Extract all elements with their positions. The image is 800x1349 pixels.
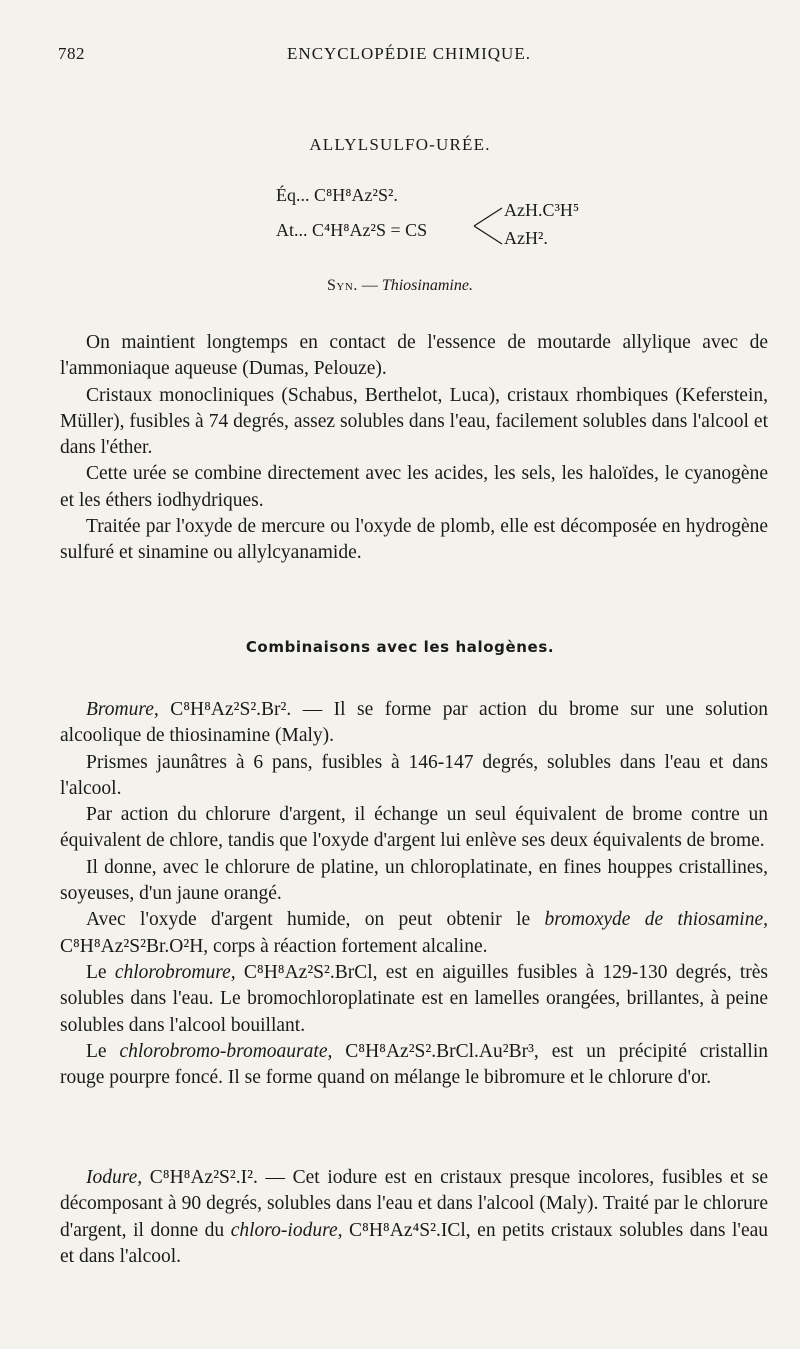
branch-lines bbox=[468, 200, 508, 252]
bromure-paragraph-2: Prismes jaunâtres à 6 pans, fusibles à 146-147 degrés, solubles dans l'eau et dans l'alcool. bbox=[60, 751, 768, 799]
synonym-name: Thiosinamine. bbox=[381, 277, 473, 294]
branch-bottom: AzH². bbox=[504, 228, 548, 248]
bromoxyde-desc: C⁸H⁸Az²S²Br.O²H, corps à réaction fortement alcaline. bbox=[60, 935, 488, 957]
bromoxyde-intro: Avec l'oxyde d'argent humide, on peut obtenir le bbox=[86, 909, 531, 931]
iodure-name: Iodure, bbox=[86, 1167, 143, 1188]
iodure-desc: C⁸H⁸Az²S².I². — Cet iodure est en cristaux presque incolores, fusibles et se décomposant à 90 degrés, solubles dans l'eau et dans l'alcool (Maly). Traité par le chlorure d'argent, il donne du bbox=[60, 1167, 768, 1241]
branch-top: AzH.C³H⁵ bbox=[504, 200, 580, 220]
chloro-iodure-desc: C⁸H⁸Az⁴S².ICl, en petits cristaux solubles dans l'eau et dans l'alcool. bbox=[60, 1219, 768, 1267]
bromure-paragraph-1 bbox=[60, 697, 768, 750]
chloro-iodure-name: chloro-iodure, bbox=[230, 1219, 343, 1241]
atomic-formula bbox=[276, 220, 427, 241]
article-title: ALLYLSULFO-URÉE. bbox=[309, 135, 491, 154]
iodure-paragraph bbox=[60, 1165, 768, 1270]
bromoaurate-desc: C⁸H⁸Az²S².BrCl.Au²Br³, est un précipité cristallin rouge pourpre foncé. Il se forme quand on mélange le bibromure et le chlorure d'or. bbox=[60, 1040, 769, 1089]
bromoaurate-article: Le bbox=[86, 1040, 107, 1062]
formula-branch bbox=[468, 200, 598, 252]
eq-formula: C⁸H⁸Az²S². bbox=[314, 185, 398, 205]
bromure-paragraph-4: Il donne, avec le chlorure de platine, un chloroplatinate, en fines houppes cristallines, soyeuses, d'un jaune orangé. bbox=[60, 856, 768, 905]
bromoaurate-name: chlorobromo-bromoaurate, bbox=[119, 1040, 333, 1062]
chlorobromure-name: chlorobromure, bbox=[114, 961, 236, 983]
synonym-label: Syn. bbox=[327, 277, 358, 294]
running-title: ENCYCLOPÉDIE CHIMIQUE. bbox=[287, 44, 531, 63]
synonym-line bbox=[0, 277, 800, 295]
bromure-paragraph-5 bbox=[60, 907, 768, 960]
section-heading: Combinaisons avec les halogènes. bbox=[245, 638, 555, 656]
bromure-paragraph-7 bbox=[60, 1039, 768, 1092]
intro-paragraph-3: Cette urée se combine directement avec les acides, les sels, les haloïdes, le cyanogène et les éthers iodhydriques. bbox=[60, 463, 768, 511]
intro-text bbox=[60, 330, 768, 567]
bromure-name: Bromure, bbox=[86, 699, 159, 720]
iodure-text bbox=[60, 1165, 768, 1270]
intro-paragraph-4: Traitée par l'oxyde de mercure ou l'oxyde de plomb, elle est décomposée en hydrogène sulfuré et sinamine ou allylcyanamide. bbox=[60, 516, 768, 564]
at-label: At... bbox=[276, 220, 308, 240]
equivalent-formula bbox=[276, 185, 398, 206]
synonym-dash: — bbox=[361, 277, 378, 294]
chlorobromure-desc: C⁸H⁸Az²S².BrCl, est en aiguilles fusibles à 129-130 degrés, très solubles dans l'eau. Le bromochloroplatinate est en lamelles orangées, brillantes, à peine solubles dans l'alcool bouillant. bbox=[60, 961, 768, 1036]
intro-paragraph-1: On maintient longtemps en contact de l'essence de moutarde allylique avec de l'ammoniaque aqueuse (Dumas, Pelouze). bbox=[60, 332, 768, 380]
bromure-formula: C⁸H⁸Az²S².Br². bbox=[170, 699, 292, 720]
bromoxyde-name: bromoxyde de thiosamine, bbox=[544, 909, 768, 931]
bromure-paragraph-6 bbox=[60, 960, 768, 1039]
bromure-paragraph-3: Par action du chlorure d'argent, il échange un seul équivalent de brome contre un équivalent de chlore, tandis que l'oxyde d'argent lui enlève ses deux équivalents de brome. bbox=[60, 804, 768, 852]
eq-label: Éq... bbox=[276, 185, 310, 205]
chlorobromure-article: Le bbox=[86, 961, 107, 983]
page-header bbox=[58, 44, 760, 70]
page-number: 782 bbox=[58, 44, 85, 63]
intro-paragraph-2: Cristaux monocliniques (Schabus, Berthelot, Luca), cristaux rhombiques (Keferstein, Müller), fusibles à 74 degrés, assez solubles dans l'eau, facilement solubles dans l'alcool et dans l'éther. bbox=[60, 384, 768, 459]
bromure-desc: — Il se forme par action du brome sur une solution alcoolique de thiosinamine (Maly). bbox=[60, 699, 769, 747]
at-formula: C⁴H⁸Az²S = CS bbox=[312, 220, 428, 240]
bromure-text bbox=[60, 697, 768, 1091]
